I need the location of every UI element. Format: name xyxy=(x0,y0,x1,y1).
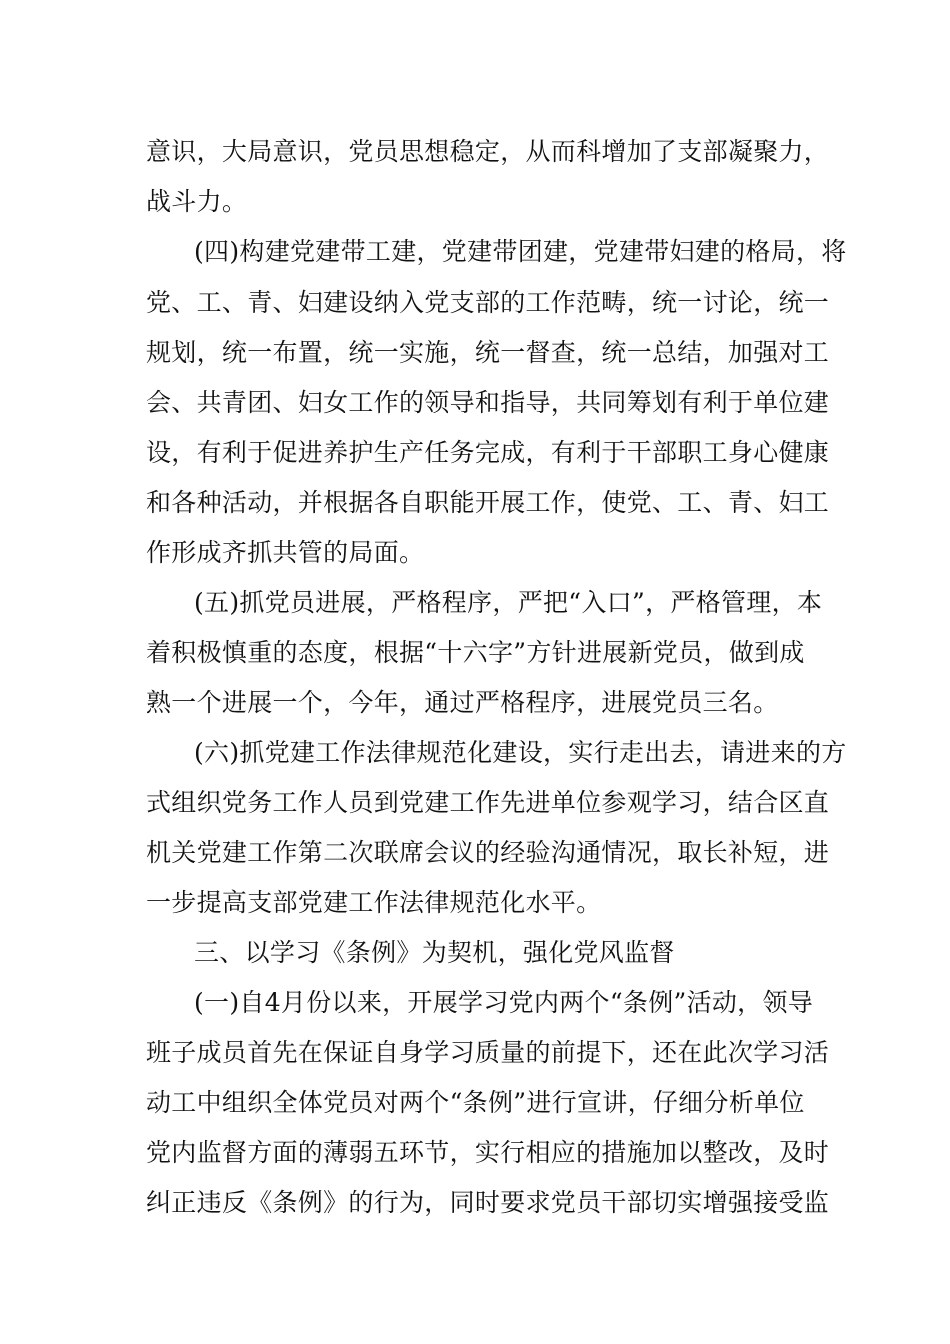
text-line: 战斗力。 xyxy=(146,187,248,216)
text-line: 着积极慎重的态度，根据“十六字”方针进展新党员，做到成 xyxy=(146,638,805,667)
text-line: 动工中组织全体党员对两个“条例”进行宣讲，仔细分析单位 xyxy=(146,1088,805,1117)
text-line: 式组织党务工作人员到党建工作先进单位参观学习，结合区直 xyxy=(146,788,830,817)
text-line: 熟一个进展一个，今年，通过严格程序，进展党员三名。 xyxy=(146,688,779,717)
text-line: 班子成员首先在保证自身学习质量的前提下，还在此次学习活 xyxy=(146,1038,830,1067)
text-line: 作形成齐抓共管的局面。 xyxy=(146,538,425,567)
text-line: 机关党建工作第二次联席会议的经验沟通情况，取长补短，进 xyxy=(146,838,830,867)
section-heading: 三、以学习《条例》为契机，强化党风监督 xyxy=(194,938,675,967)
text-line: 会、共青团、妇女工作的领导和指导，共同筹划有利于单位建 xyxy=(146,388,830,417)
paragraph-start-line: (四)构建党建带工建，党建带团建，党建带妇建的格局，将 xyxy=(194,237,847,266)
paragraph-start-line: (五)抓党员进展，严格程序，严把“入口”，严格管理，本 xyxy=(194,588,823,617)
text-line: 意识，大局意识，党员思想稳定，从而科增加了支部凝聚力， xyxy=(146,137,830,166)
text-line: 规划，统一布置，统一实施，统一督查，统一总结，加强对工 xyxy=(146,338,830,367)
paragraph-start-line: (六)抓党建工作法律规范化建设，实行走出去，请进来的方 xyxy=(194,738,847,767)
paragraph-start-line: (一)自4月份以来，开展学习党内两个“条例”活动，领导 xyxy=(194,988,814,1017)
text-line: 党、工、青、妇建设纳入党支部的工作范畴，统一讨论，统一 xyxy=(146,288,830,317)
text-line: 设，有利于促进养护生产任务完成，有利于干部职工身心健康 xyxy=(146,438,830,467)
text-line: 一步提高支部党建工作法律规范化水平。 xyxy=(146,888,602,917)
text-line: 党内监督方面的薄弱五环节，实行相应的措施加以整改，及时 xyxy=(146,1138,830,1167)
text-line: 纠正违反《条例》的行为，同时要求党员干部切实增强接受监 xyxy=(146,1188,830,1217)
text-line: 和各种活动，并根据各自职能开展工作，使党、工、青、妇工 xyxy=(146,488,830,517)
